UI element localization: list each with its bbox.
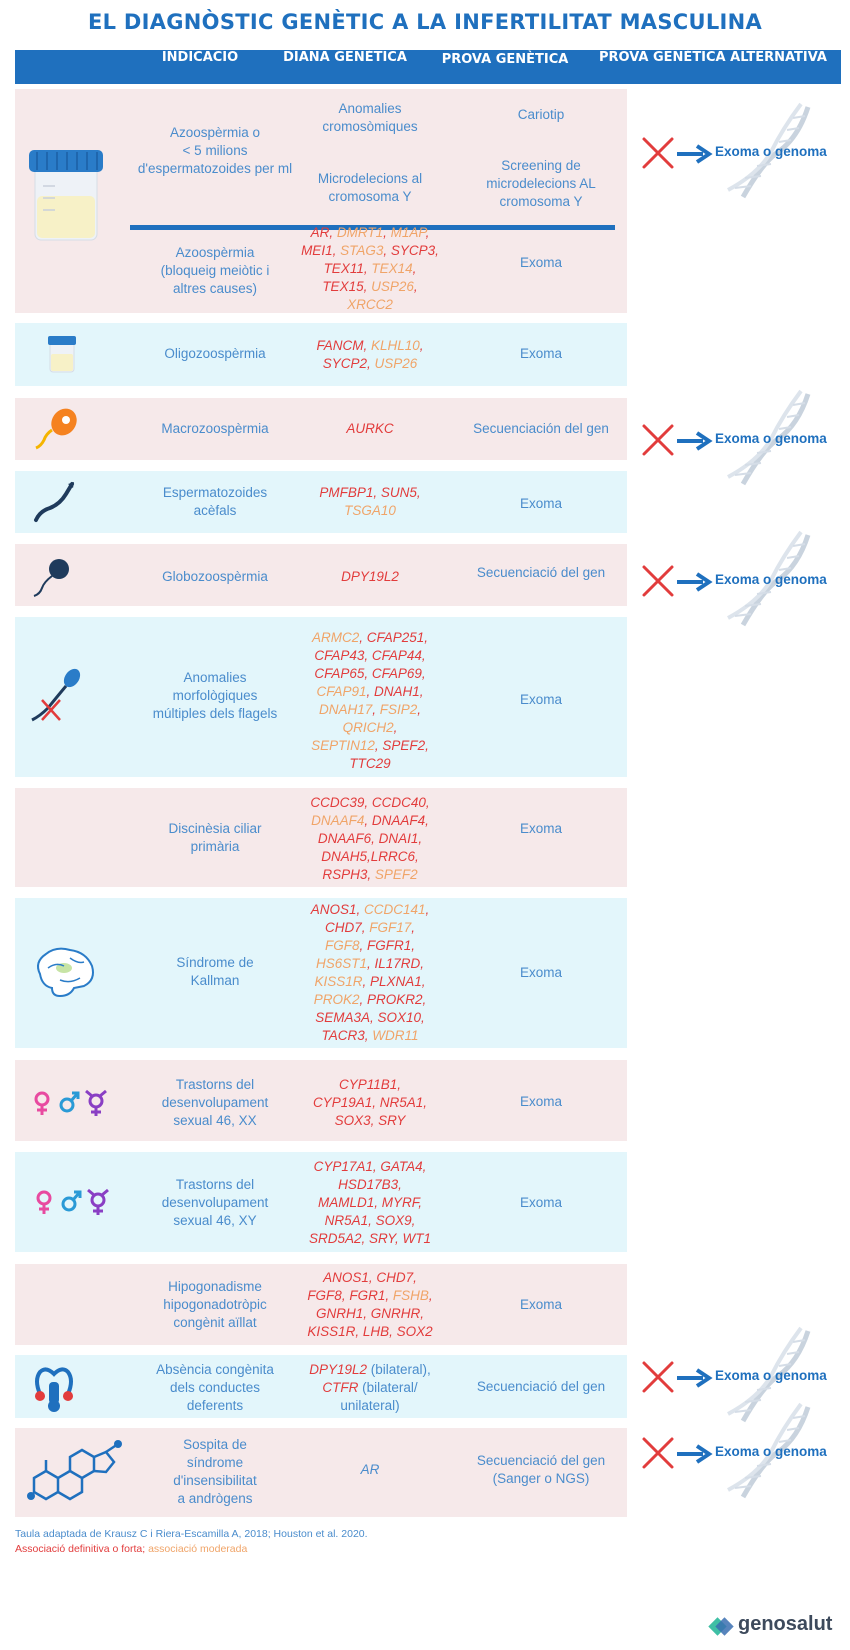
sample-container-icon (25, 146, 107, 246)
header-indication: INDICACIÓ (161, 50, 239, 65)
gene-list (280, 631, 460, 771)
gene-name: HSD17B3 (338, 1177, 399, 1192)
gene-separator: , (366, 849, 371, 864)
gene-separator: , (397, 1077, 402, 1092)
gene-name: KLHL10 (370, 338, 420, 353)
gene-name: LRRC6 (370, 849, 416, 864)
legend-moderate: associació moderada (148, 1543, 248, 1555)
gene-name: TACR3 (321, 1028, 365, 1043)
gene-separator: , (364, 1028, 373, 1043)
gene-name: FANCM (316, 338, 364, 353)
gene-name: FGF8 (324, 938, 360, 953)
reproductive-ducts-icon (30, 1364, 78, 1414)
gene-name: SEMA3A (315, 1010, 370, 1025)
indication-cell: Sospita de síndrome d'insensibilitat a andrògens (173, 1437, 257, 1506)
gene-name: CFAP44 (371, 648, 422, 663)
indication-cell: Oligozoospèrmia (164, 346, 266, 361)
gene-name: (bilateral/ unilateral) (340, 1380, 418, 1413)
gene-separator: , (366, 356, 375, 371)
alternative-test-label: Exoma o genoma (715, 1368, 827, 1383)
gene-name: DNAI1 (378, 831, 419, 846)
gene-name: CFAP43 (314, 648, 365, 663)
gene-separator: , (423, 1095, 428, 1110)
gene-list (280, 1075, 460, 1131)
gene-separator: , (363, 261, 372, 276)
gene-separator: , (356, 902, 364, 917)
gene-separator: , (362, 974, 370, 989)
gene-list (280, 1460, 460, 1480)
gene-name: DPY19L2 (341, 569, 399, 584)
cross-icon (640, 135, 676, 171)
gene-name: CYP17A1 (313, 1159, 373, 1174)
gene-name: TEX11 (323, 261, 364, 276)
gene-list (280, 419, 460, 439)
alternative-test-label: Exoma o genoma (715, 1444, 827, 1459)
gene-name: XRCC2 (347, 297, 393, 312)
legend-separator: ; (142, 1543, 149, 1555)
gene-separator: , (372, 1159, 381, 1174)
gene-name: TEX14 (371, 261, 413, 276)
cross-icon (640, 1435, 676, 1471)
gene-name: USP26 (371, 279, 414, 294)
arrow-right-icon (675, 572, 713, 592)
gene-list (280, 484, 460, 520)
gene-name: QRICH2 (342, 720, 394, 735)
gene-name: DNAAF6 (317, 831, 372, 846)
gene-name: SRD5A2 (308, 1231, 362, 1246)
gene-separator: , (383, 225, 391, 240)
gene-separator: , (364, 795, 372, 810)
gene-name: FGF17 (369, 920, 412, 935)
gene-separator: , (374, 738, 383, 753)
sample-container-icon (46, 334, 78, 374)
gene-list (280, 903, 460, 1043)
test-cell: Exoma (519, 1297, 563, 1312)
gene-separator: , (366, 956, 375, 971)
gene-list (280, 567, 460, 587)
gene-name: CTFR (322, 1380, 359, 1395)
test-cell: Secuenciación del gen (473, 421, 609, 436)
gene-separator: , (371, 831, 379, 846)
gene-separator: , (411, 938, 416, 953)
gene-separator: , (421, 1010, 425, 1025)
gene-name: DMRT1 (336, 225, 384, 240)
indication-cell: Azoospèrmia o < 5 milions d'espermatozoides per ml (137, 125, 293, 176)
test-cell: Exoma (519, 965, 563, 980)
gene-separator: , (413, 1270, 417, 1285)
gene-name: SUN5 (380, 485, 417, 500)
gene-name: USP26 (374, 356, 418, 371)
gender-symbols-icon (30, 1089, 112, 1117)
gene-separator: , (420, 1306, 425, 1321)
gene-name: AURKC (346, 421, 394, 436)
gene-name: RSPH3 (322, 867, 368, 882)
gene-list (280, 1360, 460, 1416)
test-cell: Exoma (519, 496, 563, 511)
gene-name: MEI1 (301, 243, 333, 258)
gene-separator: , (361, 1231, 369, 1246)
gene-name: IL17RD (374, 956, 421, 971)
gene-separator: , (425, 738, 429, 753)
gene-separator: , (361, 920, 370, 935)
gene-separator: , (425, 813, 429, 828)
gene-name: DNAH5 (321, 849, 367, 864)
table-header (15, 50, 841, 84)
cross-icon (640, 422, 676, 458)
gene-name: MYRF (381, 1195, 419, 1210)
gene-separator: , (363, 338, 371, 353)
gene-name: WT1 (402, 1231, 432, 1246)
gene-separator: , (363, 1306, 371, 1321)
alternative-test (635, 389, 845, 489)
gene-name: DNAH17 (318, 702, 373, 717)
gene-separator: , (425, 795, 430, 810)
gene-name: ANOS1 (310, 902, 357, 917)
gene-list (280, 336, 460, 374)
gene-name: PROKR2 (367, 992, 423, 1007)
gene-separator: , (372, 702, 380, 717)
gene-separator: , (421, 974, 426, 989)
indication-cell: Macrozoospèrmia (161, 421, 269, 436)
gene-separator: , (416, 485, 421, 500)
gene-name: ARMC2 (311, 630, 360, 645)
gene-name: SOX10 (377, 1010, 422, 1025)
source-note: Taula adaptada de Krausz C i Riera-Escamilla A, 2018; Houston et al. 2020. (15, 1528, 368, 1540)
legend (15, 1543, 247, 1555)
gene-name: CFAP69 (371, 666, 422, 681)
gene-name: SOX9 (375, 1213, 412, 1228)
gene-name: CYP11B1 (338, 1077, 398, 1092)
gene-name: MAMLD1 (317, 1195, 375, 1210)
gene-separator: , (370, 1113, 379, 1128)
brain-icon (30, 944, 98, 1002)
gene-name: CCDC40 (371, 795, 426, 810)
gene-separator: , (417, 702, 422, 717)
test-cell: Secuenciació del gen (Sanger o NGS) (476, 1453, 606, 1486)
gene-separator: , (425, 225, 430, 240)
gene-name: FGR1 (349, 1288, 386, 1303)
indication-cell: Absència congènita dels conductes deferents (156, 1362, 274, 1413)
header-test: PROVA GENÈTICA (441, 52, 569, 67)
gene-separator: , (359, 630, 367, 645)
gene-separator: , (369, 1010, 378, 1025)
gene-name: HS6ST1 (315, 956, 367, 971)
alternative-test (635, 1402, 845, 1502)
gene-separator: , (422, 992, 427, 1007)
gene-name: TSGA10 (344, 503, 396, 518)
gene-name: SEPTIN12 (311, 738, 375, 753)
gene-name: DNAAF4 (311, 813, 365, 828)
gene-name: DNAH1 (374, 684, 420, 699)
gene-separator: , (374, 1195, 382, 1210)
gene-separator: , (355, 1324, 363, 1339)
gene-name: KISS1R (307, 1324, 356, 1339)
test-cell: Exoma (519, 255, 563, 270)
gene-name: M1AP (390, 225, 426, 240)
gene-name: SRY (378, 1113, 406, 1128)
acephalic-sperm-icon (30, 480, 78, 524)
gene-separator: , (398, 1177, 402, 1192)
gene-separator: , (425, 902, 430, 917)
legend-strong: Associació definitiva o forta (15, 1543, 143, 1555)
gene-separator: , (366, 684, 374, 699)
gene-separator: , (332, 243, 341, 258)
indication-cell: Trastorns del desenvolupament sexual 46, XX (161, 1077, 269, 1128)
gene-separator: , (411, 1213, 416, 1228)
gene-name: PMFBP1 (319, 485, 374, 500)
indication-cell: Globozoospèrmia (162, 569, 268, 584)
cross-icon (640, 563, 676, 599)
gene-name: SYCP3 (390, 243, 436, 258)
gene-separator: , (368, 1270, 377, 1285)
gene-separator: , (373, 485, 381, 500)
alternative-test-label: Exoma o genoma (715, 144, 827, 159)
gene-separator: , (363, 279, 372, 294)
gene-name: SOX3 (334, 1113, 371, 1128)
indication-cell: Anomalies morfològiques múltiples dels flagels (152, 670, 278, 721)
test-cell: Exoma (519, 1094, 563, 1109)
test-cell: Exoma (519, 692, 563, 707)
gene-separator: , (419, 338, 424, 353)
gene-separator: , (418, 831, 423, 846)
gene-separator: , (364, 813, 372, 828)
gene-list (280, 1269, 460, 1341)
flagella-sperm-icon (28, 666, 84, 724)
gene-list (280, 795, 460, 883)
gene-separator: , (393, 720, 398, 735)
gene-separator: , (389, 1324, 397, 1339)
gene-name: SOX2 (396, 1324, 433, 1339)
gene-name: GNRHR (370, 1306, 421, 1321)
gene-name: FGFR1 (367, 938, 412, 953)
gene-name: PROK2 (313, 992, 360, 1007)
gene-name: FSIP2 (379, 702, 418, 717)
gene-separator: , (329, 225, 337, 240)
macrozoospermia-sperm-icon (32, 404, 82, 452)
gene-name: NR5A1 (379, 1095, 424, 1110)
gene-name: TTC29 (349, 756, 391, 771)
cross-icon (640, 1359, 676, 1395)
gene-name: SRY (369, 1231, 396, 1246)
arrow-right-icon (675, 1368, 713, 1388)
gene-name: CCDC39 (310, 795, 365, 810)
indication-cell: Espermatozoides acèfals (162, 485, 268, 518)
brand-logo (708, 1613, 848, 1641)
gene-name: TEX15 (322, 279, 364, 294)
gene-separator: , (364, 666, 372, 681)
gene-separator: , (359, 938, 367, 953)
page-title: EL DIAGNÒSTIC GENÈTIC A LA INFERTILITAT MASCULINA (87, 10, 763, 34)
gene-list (280, 224, 460, 314)
gene-separator: , (372, 1095, 380, 1110)
header-alternative: PROVA GENÈTICA ALTERNATIVA (599, 50, 827, 65)
arrow-right-icon (675, 144, 713, 164)
gene-name: GNRH1 (315, 1306, 364, 1321)
gene-name: CYP19A1 (312, 1095, 373, 1110)
gene-name: (bilateral), (370, 1362, 431, 1377)
gene-name: DNAAF4 (371, 813, 426, 828)
gene-separator: , (415, 849, 419, 864)
gene-name: CHD7 (376, 1270, 414, 1285)
test-cell: Exoma (519, 1195, 563, 1210)
gene-name: ANOS1 (323, 1270, 369, 1285)
gene-name: GATA4 (380, 1159, 423, 1174)
gene-separator: , (411, 920, 416, 935)
gene-separator: , (435, 243, 439, 258)
test-cell: Screening de microdelecions AL cromosoma Y (486, 158, 596, 209)
gene-separator: , (422, 1159, 427, 1174)
gene-name: STAG3 (340, 243, 384, 258)
gene-name: CFAP91 (316, 684, 367, 699)
gene-separator: , (424, 630, 429, 645)
gene-name: SYCP2 (322, 356, 367, 371)
gene-name: SPEF2 (374, 867, 418, 882)
gene-name: LHB (362, 1324, 390, 1339)
gene-separator: , (367, 867, 375, 882)
gene-name: AR (360, 1462, 380, 1477)
steroid-molecule-icon (26, 1440, 126, 1502)
gene-separator: , (420, 956, 425, 971)
arrow-right-icon (675, 431, 713, 451)
gene-separator: , (412, 261, 417, 276)
test-cell: Secuenciació del gen (476, 565, 606, 580)
gene-name: FGF8 (307, 1288, 342, 1303)
gender-symbols-icon (32, 1188, 114, 1216)
indication-cell: Discinèsia ciliar primària (168, 821, 262, 854)
gene-name: KISS1R (314, 974, 363, 989)
gene-separator: , (421, 666, 426, 681)
test-cell: Secuenciació del gen (476, 1379, 606, 1394)
test-cell: Exoma (519, 821, 563, 836)
target-cell: Anomalies cromosòmiques (322, 101, 418, 134)
gene-name: NR5A1 (324, 1213, 369, 1228)
indication-cell: Síndrome de Kallman (176, 955, 254, 988)
gene-name: AR (310, 225, 330, 240)
gene-name: SPEF2 (382, 738, 426, 753)
gene-separator: , (418, 1195, 423, 1210)
brand-name: genosalut (738, 1613, 833, 1635)
gene-name: CCDC141 (364, 902, 426, 917)
indication-cell: Azoospèrmia (bloqueig meiòtic i altres causes) (160, 245, 270, 296)
target-cell: Microdelecions al cromosoma Y (317, 171, 423, 204)
test-cell: Exoma (519, 346, 563, 361)
gene-separator: , (385, 1288, 393, 1303)
gene-separator: , (383, 243, 391, 258)
gene-separator: , (395, 1231, 403, 1246)
gene-list (280, 1158, 460, 1248)
alternative-test-label: Exoma o genoma (715, 572, 827, 587)
indication-cell: Hipogonadisme hipogonadotròpic congènit aïllat (163, 1279, 267, 1330)
gene-separator: , (413, 279, 418, 294)
header-target: DIANA GENÈTICA (283, 50, 407, 65)
test-cell: Cariotip (517, 107, 565, 122)
gene-separator: , (421, 648, 426, 663)
gene-separator: , (364, 648, 372, 663)
globozoospermia-sperm-icon (30, 556, 72, 598)
brand-logo-icon (708, 1615, 734, 1641)
alternative-test (635, 530, 845, 630)
gene-name: PLXNA1 (370, 974, 422, 989)
gene-separator: , (368, 1213, 376, 1228)
alternative-test-label: Exoma o genoma (715, 431, 827, 446)
arrow-right-icon (675, 1444, 713, 1464)
gene-separator: , (428, 1288, 433, 1303)
gene-name: FSHB (392, 1288, 429, 1303)
alternative-test (635, 102, 845, 202)
gene-separator: , (419, 684, 424, 699)
gene-name: CFAP65 (314, 666, 365, 681)
gene-name: WDR11 (372, 1028, 419, 1043)
gene-name: CHD7 (324, 920, 362, 935)
gene-name: CFAP251 (366, 630, 425, 645)
gene-separator: , (341, 1288, 350, 1303)
gene-separator: , (359, 992, 367, 1007)
indication-cell: Trastorns del desenvolupament sexual 46, XY (161, 1177, 269, 1228)
gene-name: DPY19L2 (309, 1362, 367, 1377)
